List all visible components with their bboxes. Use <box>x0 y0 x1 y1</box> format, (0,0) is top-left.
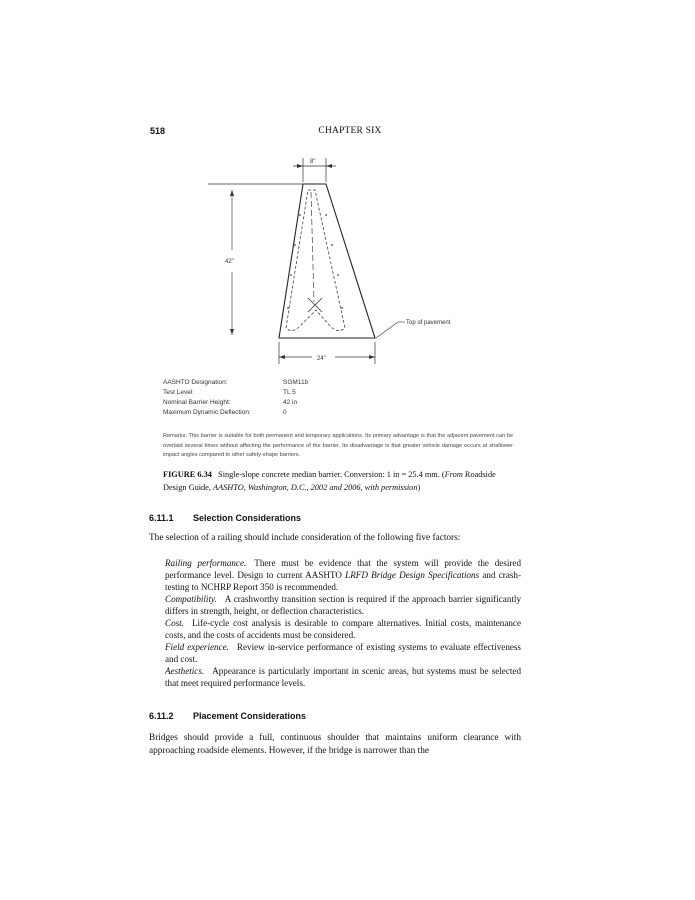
item-term: Compatibility. <box>165 594 217 604</box>
item-term: Field experience. <box>165 642 229 652</box>
item-text: Review in-service performance of existing systems to evaluate effectiveness and cost. <box>165 642 521 664</box>
chapter-title: CHAPTER SIX <box>318 126 382 136</box>
spec-label: Nominal Barrier Height: <box>163 399 231 406</box>
spec-label: Test Level: <box>163 389 195 396</box>
section-number: 6.11.1 <box>149 513 174 523</box>
section-title: Selection Considerations <box>193 513 302 523</box>
item-text: Appearance is particularly important in scenic areas, but systems must be selected that meet required performance levels. <box>165 666 521 688</box>
barrier-specs <box>163 378 363 418</box>
spec-value: TL 5 <box>283 389 296 396</box>
caption-source-from: From <box>444 470 463 479</box>
top-of-pavement-label: Top of pavement <box>406 320 451 326</box>
spec-value: SGM11b <box>283 379 309 386</box>
list-item <box>165 593 521 617</box>
figure-remarks: Remarks: This barrier is suitable for both permanent and temporary applications. Its primary advantage is that the adjacent pavement can be overlaid several times without affecting the performance of the barrier. Its disadvantage is that greater vehicle damage occurs at shallower impact angles compared to other safety-shape barriers. <box>163 433 513 459</box>
section-heading-6-11-2 <box>149 711 306 721</box>
item-text: Life-cycle cost analysis is desirable to compare alternatives. Initial costs, maintenance costs, and the costs of accidents must be considered. <box>165 618 521 640</box>
item-text: There must be evidence that the system will provide the desired performance level. Design to current AASHTO <box>165 558 521 580</box>
spec-row <box>163 408 363 418</box>
dim-bottom-width: 24" <box>317 356 326 362</box>
item-emphasis: LRFD Bridge Design Specifications <box>345 570 480 580</box>
dim-height: 42" <box>225 259 234 265</box>
item-term: Railing performance. <box>165 558 247 568</box>
spec-value: 42 in <box>283 399 298 406</box>
caption-source-title: Roadside Design Guide, <box>163 470 496 492</box>
spec-label: Maximum Dynamic Deflection: <box>163 409 251 416</box>
spec-row <box>163 378 363 388</box>
list-item <box>165 641 521 665</box>
page-number: 518 <box>150 126 166 136</box>
barrier-outline <box>279 184 375 338</box>
figure-caption <box>163 469 515 494</box>
spec-row <box>163 388 363 398</box>
barrier-drawing <box>140 150 451 375</box>
section-number: 6.11.2 <box>149 711 174 721</box>
item-term: Aesthetics. <box>165 666 205 676</box>
section-intro: The selection of a railing should include consideration of the following five factors: <box>149 533 461 543</box>
caption-close: ) <box>417 482 421 492</box>
spec-value: 0 <box>283 409 287 416</box>
spec-label: AASHTO Designation: <box>163 379 228 386</box>
caption-source-publisher: AASHTO, Washington, D.C., 2002 and 2006, with permission <box>213 482 418 492</box>
factor-list <box>165 557 521 689</box>
spec-row <box>163 398 363 408</box>
dim-top-width: 8" <box>310 159 316 165</box>
item-text-end: and crash-testing to NCHRP Report 350 is recommended. <box>165 570 521 592</box>
caption-text: Single-slope concrete median barrier. Conversion: 1 in = 25.4 mm. ( <box>218 470 445 479</box>
section-title: Placement Considerations <box>193 711 307 721</box>
section-body: Bridges should provide a full, continuous shoulder that maintains uniform clearance with approaching roadside elements. However, if the bridge is narrower than the <box>149 733 521 756</box>
list-item <box>165 665 521 689</box>
item-text: A crashworthy transition section is required if the approach barrier significantly differs in strength, height, or deflection characteristics. <box>165 594 521 616</box>
section-heading-6-11-1 <box>149 513 301 523</box>
list-item <box>165 617 521 641</box>
figure-label: FIGURE 6.34 <box>163 470 212 479</box>
list-item <box>165 557 521 593</box>
item-term: Cost. <box>165 618 184 628</box>
reinforcement-bar <box>286 190 345 331</box>
